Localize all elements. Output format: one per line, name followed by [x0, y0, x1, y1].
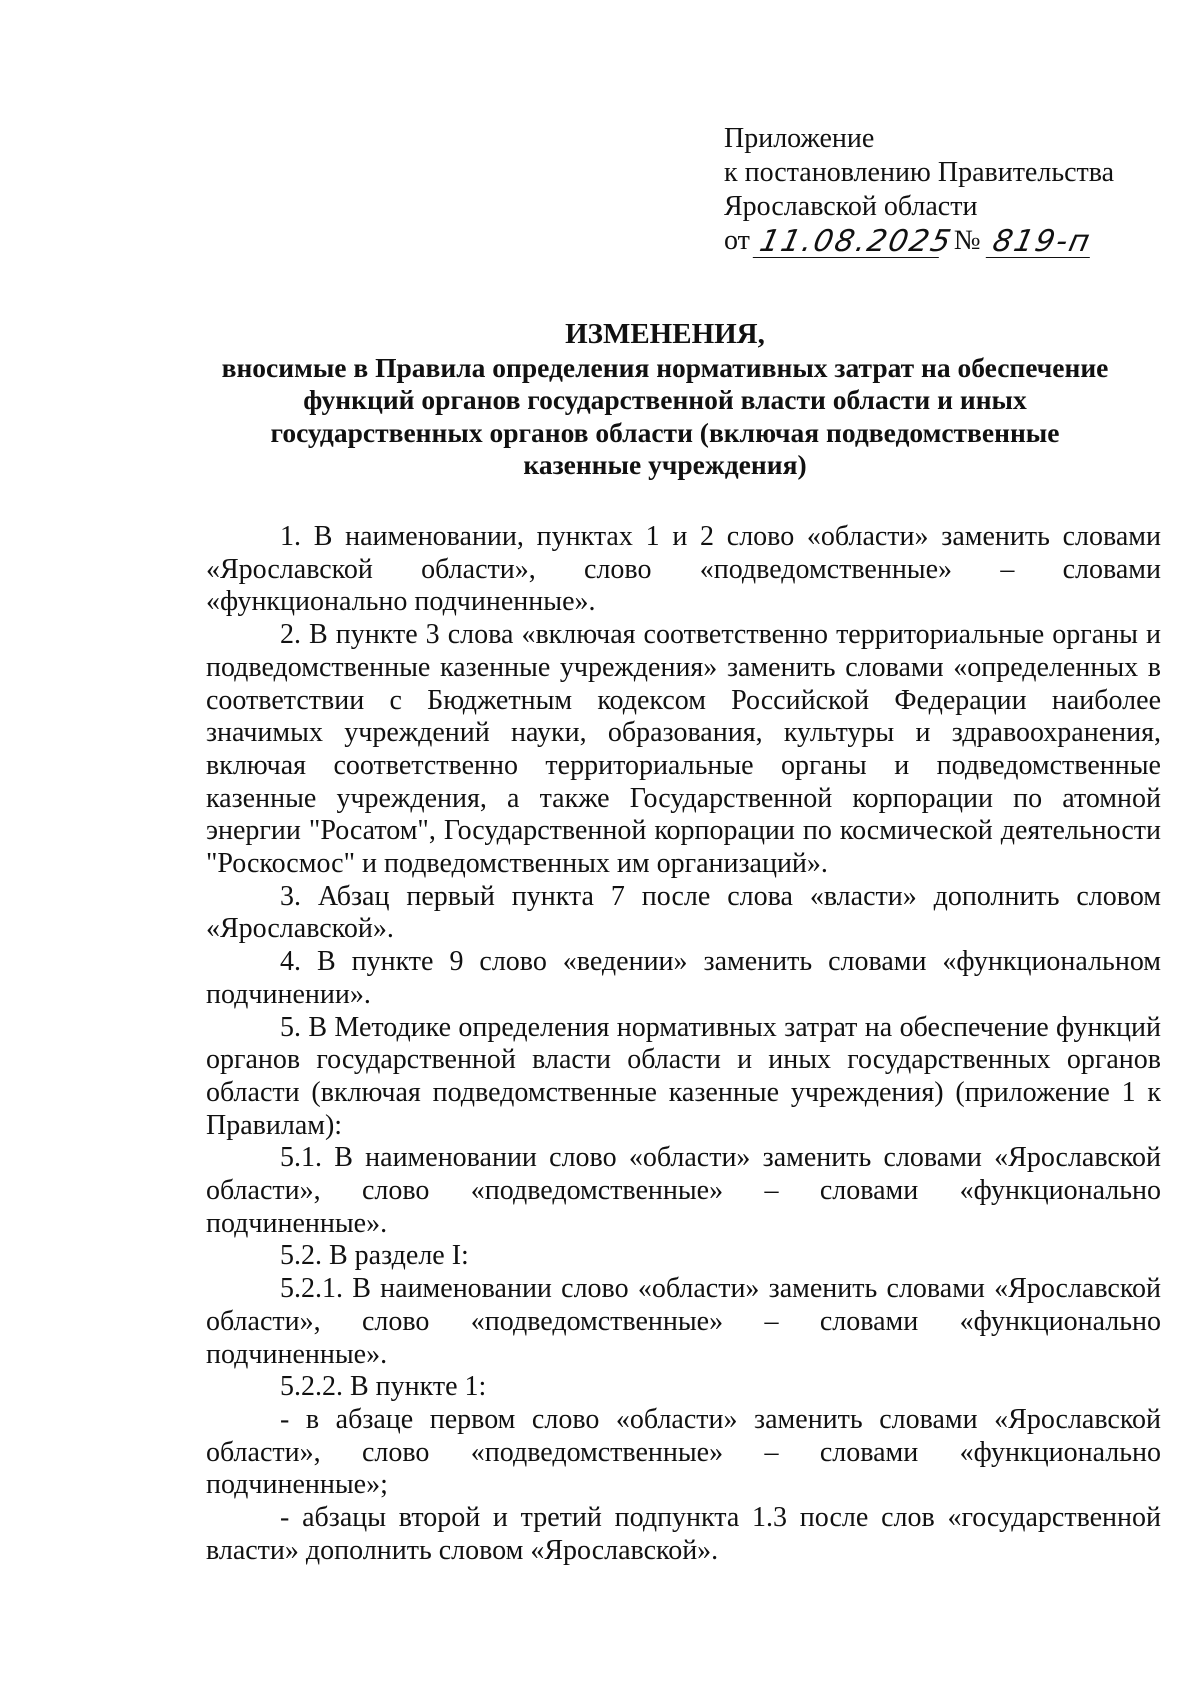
title-line-4: казенные учреждения) — [523, 449, 807, 480]
paragraph-4: 4. В пункте 9 слово «ведении» заменить словами «функциональном подчинении». — [206, 946, 1161, 1010]
appendix-line-3: Ярославской области — [724, 191, 978, 222]
appendix-line-1: Приложение — [724, 123, 875, 154]
paragraph-3: 3. Абзац первый пункта 7 после слова «власти» дополнить словом «Ярославской». — [206, 880, 1161, 945]
paragraph-5-2: 5.2. В разделе I: — [280, 1240, 469, 1272]
paragraph-5: 5. В Методике определения нормативных затрат на обеспечение функций органов государственной власти области и иных государственных органов области (включая подведомственные казенные учреждения) (приложение 1 к Правилам): — [206, 1011, 1161, 1141]
paragraph-5-2-1: 5.2.1. В наименовании слово «области» заменить словами «Ярославской области», слово «подведомственные» – словами «функционально подчиненные». — [206, 1273, 1161, 1370]
title-line-2: функций органов государственной власти области и иных — [303, 384, 1027, 415]
document-title — [160, 318, 1170, 482]
paragraph-2: 2. В пункте 3 слова «включая соответственно территориальные органы и подведомственные казенные учреждения» заменить словами «определенных в соответствии с Бюджетным кодексом Российской Федерации наиболее значимых учреждений науки, образования, культуры и здравоохранения, включая соответственно территориальные органы и подведомственные казенные учреждения, а также Государственной корпорации по атомной энергии "Росатом", Государственной корпорации по космической деятельности "Роскосмос" и подведомственных им организаций». — [206, 619, 1161, 880]
handwritten-date: 11.08.2025 — [753, 227, 946, 258]
paragraph-5-1: 5.1. В наименовании слово «области» заменить словами «Ярославской области», слово «подведомственные» – словами «функционально подчиненные». — [206, 1142, 1161, 1239]
title-line-3: государственных органов области (включая подведомственные — [270, 416, 1060, 448]
document-body — [206, 521, 1161, 1568]
paragraph-bullet-1: - в абзаце первом слово «области» заменить словами «Ярославской области», слово «подведомственные» – словами «функционально подчиненные»; — [206, 1403, 1161, 1501]
appendix-header — [724, 122, 1144, 258]
number-sign: № — [953, 225, 981, 256]
date-prefix: от — [724, 225, 750, 256]
paragraph-1: 1. В наименовании, пунктах 1 и 2 слово «области» заменить словами «Ярославской области», слово «подведомственные» – словами «функционально подчиненные». — [206, 521, 1161, 618]
appendix-line-2: к постановлению Правительства — [724, 157, 1115, 188]
paragraph-5-2-2: 5.2.2. В пункте 1: — [280, 1371, 487, 1403]
title-main: ИЗМЕНЕНИЯ, — [565, 318, 765, 350]
title-line-1: вносимые в Правила определения нормативных затрат на обеспечение — [221, 351, 1109, 383]
appendix-date-number-line — [724, 224, 1144, 258]
paragraph-bullet-2: - абзацы второй и третий подпункта 1.3 после слов «государственной власти» дополнить словом «Ярославской». — [206, 1502, 1161, 1566]
handwritten-number: 819-п — [985, 227, 1096, 258]
